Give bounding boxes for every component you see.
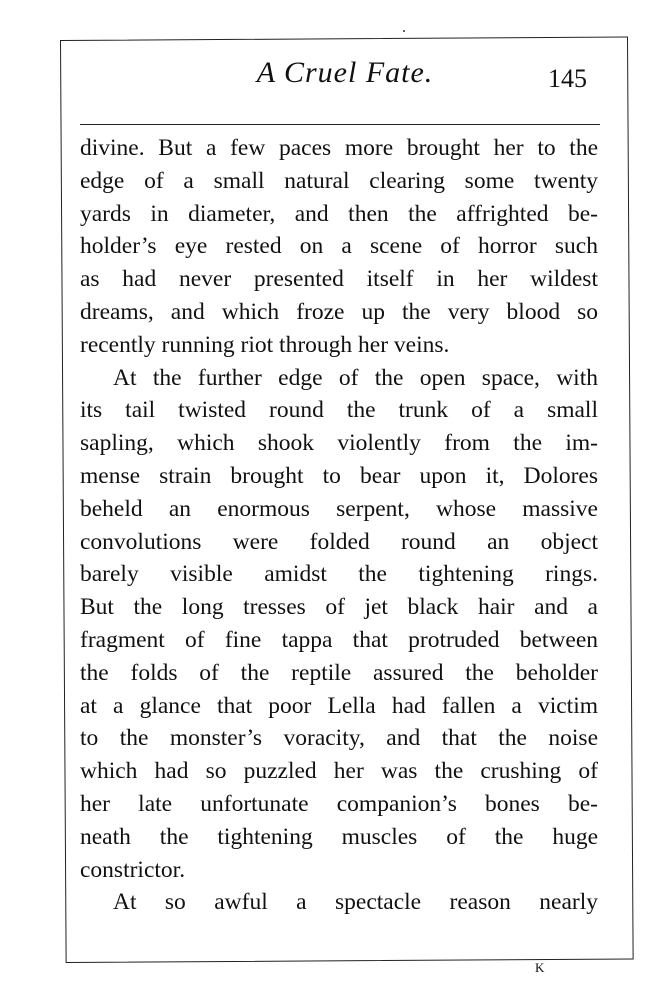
text-line: to the monster’s voracity, and that the noise: [80, 725, 598, 752]
text-line: recently running riot through her veins.: [80, 331, 450, 358]
text-line: At the further edge of the open space, with: [113, 364, 598, 391]
text-line: the folds of the reptile assured the beholder: [80, 659, 598, 686]
text-line: holder’s eye rested on a scene of horror such: [80, 233, 598, 260]
scan-speck: [403, 30, 405, 32]
text-line: constrictor.: [80, 856, 186, 883]
text-line: At so awful a spectacle reason nearly: [113, 889, 598, 916]
text-line: which had so puzzled her was the crushing of: [80, 758, 598, 785]
running-title: A Cruel Fate.: [256, 56, 434, 89]
signature-mark: K: [535, 960, 545, 975]
text-line: mense strain brought to bear upon it, Dolores: [80, 462, 598, 489]
text-line: as had never presented itself in her wildest: [80, 266, 598, 293]
page-number: 145: [548, 64, 587, 93]
text-line: edge of a small natural clearing some twenty: [80, 167, 598, 194]
text-line: divine. But a few paces more brought her to the: [80, 135, 598, 161]
text-line: neath the tightening muscles of the huge: [80, 823, 598, 850]
text-line: her late unfortunate companion’s bones be-: [80, 790, 598, 817]
text-line: fragment of fine tappa that protruded between: [80, 626, 598, 653]
header-rule: [80, 124, 600, 125]
text-line: sapling, which shook violently from the im-: [80, 430, 598, 457]
text-line: at a glance that poor Lella had fallen a victim: [80, 692, 598, 719]
text-line: dreams, and which froze up the very blood so: [80, 298, 598, 325]
text-line: barely visible amidst the tightening rings.: [80, 561, 598, 588]
text-line: yards in diameter, and then the affrighted be-: [80, 200, 598, 227]
text-line: But the long tresses of jet black hair and a: [80, 594, 598, 621]
text-line: convolutions were folded round an object: [80, 528, 598, 555]
text-line: beheld an enormous serpent, whose massive: [80, 495, 598, 522]
page-body: [80, 132, 598, 919]
text-line: its tail twisted round the trunk of a small: [80, 397, 598, 424]
